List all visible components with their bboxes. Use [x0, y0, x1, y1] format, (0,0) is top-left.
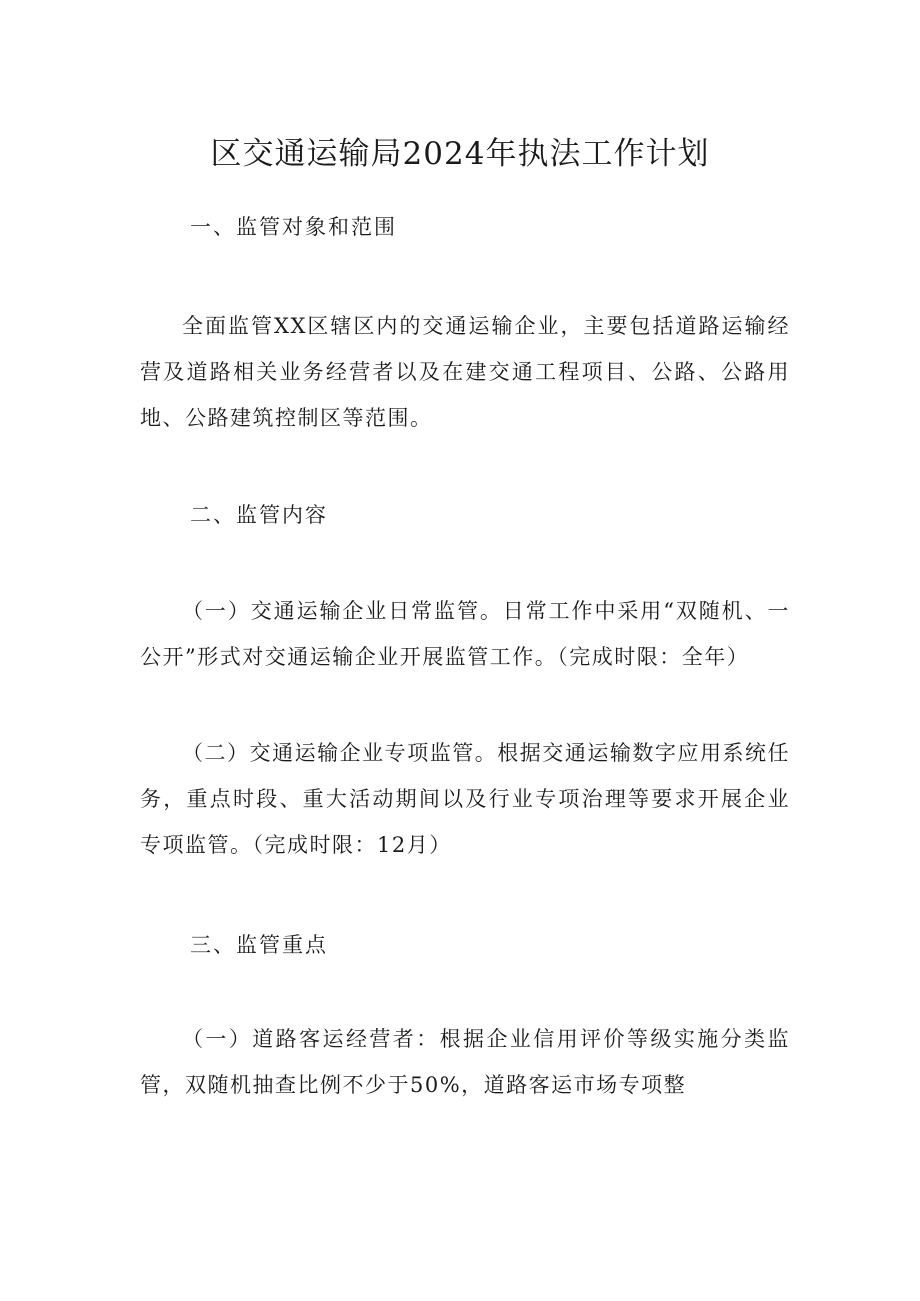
section-heading-focus: 三、监管重点	[190, 933, 328, 957]
paragraph-scope: 全面监管XX区辖区内的交通运输企业，主要包括道路运输经营及道路相关业务经营者以及在建交通工程项目、公路、公路用地、公路建筑控制区等范围。	[140, 314, 790, 430]
section-heading-content: 二、监管内容	[190, 503, 328, 527]
document-title: 区交通运输局2024年执法工作计划	[210, 136, 710, 172]
paragraph-special-supervision: （二）交通运输企业专项监管。根据交通运输数字应用系统任务，重点时段、重大活动期间以及行业专项治理等要求开展企业专项监管。（完成时限：12月）	[140, 741, 790, 857]
section-heading-scope: 一、监管对象和范围	[190, 215, 397, 239]
paragraph-daily-supervision: （一）交通运输企业日常监管。日常工作中采用“双随机、一公开”形式对交通运输企业开展监管工作。（完成时限：全年）	[140, 599, 790, 669]
paragraph-passenger-transport: （一）道路客运经营者：根据企业信用评价等级实施分类监管，双随机抽查比例不少于50%，道路客运市场专项整	[140, 1027, 790, 1097]
